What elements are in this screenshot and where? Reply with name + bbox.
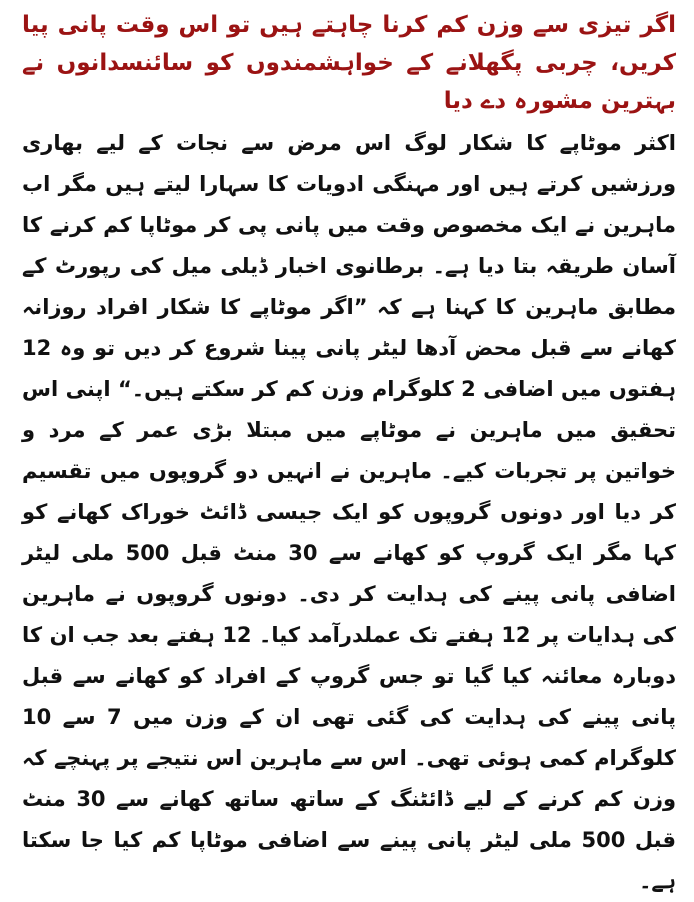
article-headline: اگر تیزی سے وزن کم کرنا چاہتے ہیں تو اس وقت پانی پیا کریں، چربی پگھلانے کے خواہشمندوں کو سائنسدانوں نے بہترین مشورہ دے دیا xyxy=(22,12,676,114)
article-body: اکثر موٹاپے کا شکار لوگ اس مرض سے نجات کے لیے بھاری ورزشیں کرتے ہیں اور مہنگی ادویات کا سہارا لیتے ہیں مگر اب ماہرین نے ایک مخصوص وقت میں پانی پی کر موٹاپا کم کرنے کا آسان طریقہ بتا دیا ہے۔ برطانوی اخبار ڈیلی میل کی رپورٹ کے مطابق ماہرین کا کہنا ہے کہ ”اگر موٹاپے کا شکار افراد روزانہ کھانے سے قبل محض آدھا لیٹر پانی پینا شروع کر دیں تو وہ 12 ہفتوں میں اضافی 2 کلوگرام وزن کم کر سکتے ہیں۔“ اپنی اس تحقیق میں ماہرین نے موٹاپے میں مبتلا بڑی عمر کے مرد و خواتین پر تجربات کیے۔ ماہرین نے انہیں دو گروپوں میں تقسیم کر دیا اور دونوں گروپوں کو ایک جیسی ڈائٹ خوراک کھانے کو کہا مگر ایک گروپ کو کھانے سے 30 منٹ قبل 500 ملی لیٹر اضافی پانی پینے کی ہدایت کر دی۔ دونوں گروپوں نے ماہرین کی ہدایات پر 12 ہفتے تک عملدرآمد کیا۔ 12 ہفتے بعد جب ان کا دوبارہ معائنہ کیا گیا تو جس گروپ کے افراد کو کھانے سے قبل پانی پینے کی ہدایت کی گئی تھی ان کے وزن میں 7 سے 10 کلوگرام کمی ہوئی تھی۔ اس سے ماہرین اس نتیجے پر پہنچے کہ وزن کم کرنے کے لیے ڈائٹنگ کے ساتھ ساتھ کھانے سے 30 منٹ قبل 500 ملی لیٹر پانی پینے سے اضافی موٹاپا کم کیا جا سکتا ہے۔ xyxy=(22,131,677,893)
